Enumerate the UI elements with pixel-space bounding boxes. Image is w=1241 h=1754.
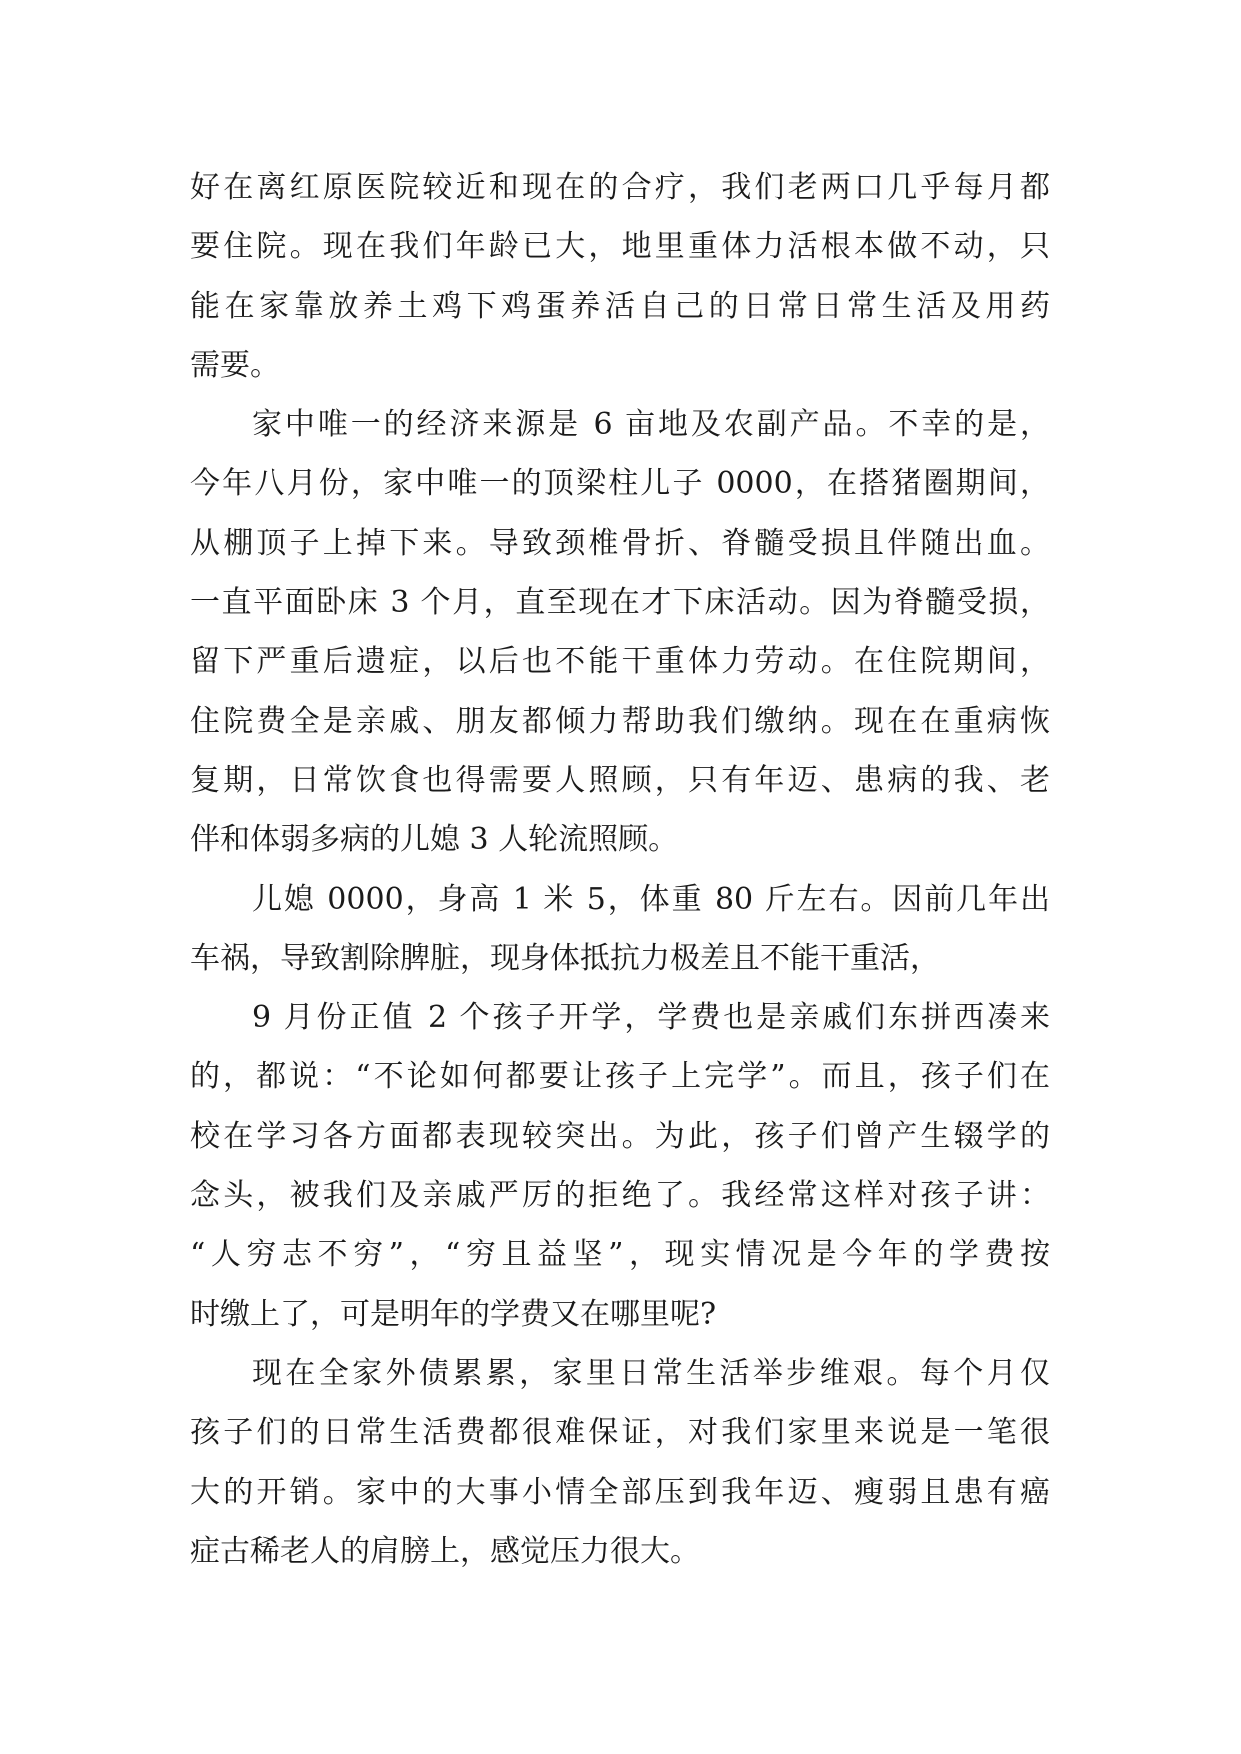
text-line: 症古稀老人的肩膀上，感觉压力很大。	[190, 1533, 700, 1569]
text-line: 需要。	[190, 347, 280, 383]
paragraph-first-line: 家中唯一的经济来源是 6 亩地及农副产品。不幸的是，	[252, 407, 1050, 443]
text-line: 从棚顶子上掉下来。导致颈椎骨折、脊髓受损且伴随出血。	[190, 525, 1050, 561]
paragraph-first-line: 现在全家外债累累，家里日常生活举步维艰。每个月仅	[252, 1355, 1050, 1391]
text-line: 要住院。现在我们年龄已大，地里重体力活根本做不动，只	[190, 229, 1050, 265]
text-line: 今年八月份，家中唯一的顶梁柱儿子 0000，在搭猪圈期间，	[190, 466, 1050, 502]
paragraph-first-line: 9 月份正值 2 个孩子开学，学费也是亲戚们东拼西凑来	[252, 1000, 1050, 1036]
text-line: “人穷志不穷”，“穷且益坚”，现实情况是今年的学费按	[190, 1237, 1050, 1273]
text-line: 大的开销。家中的大事小情全部压到我年迈、瘦弱且患有癌	[190, 1474, 1050, 1510]
text-line: 留下严重后遗症，以后也不能干重体力劳动。在住院期间，	[190, 644, 1050, 680]
text-line: 能在家靠放养土鸡下鸡蛋养活自己的日常日常生活及用药	[190, 288, 1050, 324]
text-line: 的，都说：“不论如何都要让孩子上完学”。而且，孩子们在	[190, 1059, 1050, 1095]
text-line: 一直平面卧床 3 个月，直至现在才下床活动。因为脊髓受损，	[190, 585, 1050, 621]
document-body	[190, 158, 1050, 1581]
text-line: 复期，日常饮食也得需要人照顾，只有年迈、患病的我、老	[190, 762, 1050, 798]
paragraph-first-line: 儿媳 0000，身高 1 米 5，体重 80 斤左右。因前几年出	[252, 881, 1050, 917]
text-line: 念头，被我们及亲戚严厉的拒绝了。我经常这样对孩子讲：	[190, 1178, 1050, 1214]
text-line: 孩子们的日常生活费都很难保证，对我们家里来说是一笔很	[190, 1415, 1050, 1451]
text-line: 好在离红原医院较近和现在的合疗，我们老两口几乎每月都	[190, 170, 1050, 205]
text-line: 时缴上了，可是明年的学费又在哪里呢?	[190, 1296, 717, 1332]
text-line: 车祸，导致割除脾脏，现身体抵抗力极差且不能干重活，	[190, 940, 940, 976]
text-line: 住院费全是亲戚、朋友都倾力帮助我们缴纳。现在在重病恢	[190, 703, 1050, 739]
text-line: 校在学习各方面都表现较突出。为此，孩子们曾产生辍学的	[190, 1118, 1050, 1154]
text-line: 伴和体弱多病的儿媳 3 人轮流照顾。	[190, 822, 679, 858]
